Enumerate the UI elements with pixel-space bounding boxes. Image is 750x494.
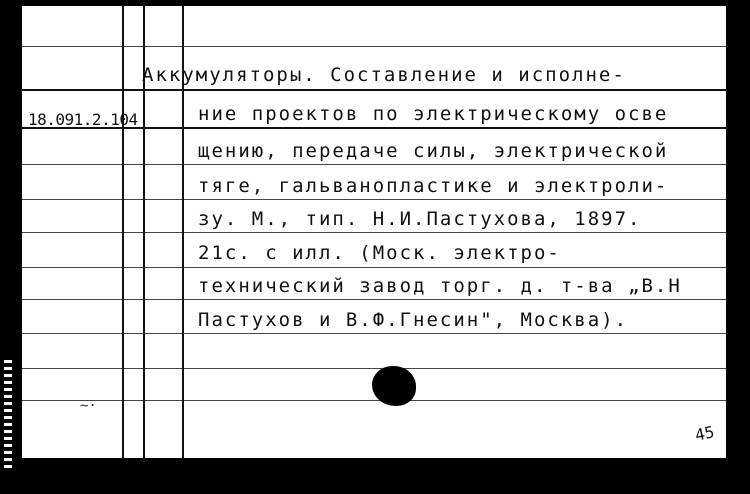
card-number: 45 — [692, 422, 716, 445]
card-rule — [22, 368, 726, 369]
card-text-line: 21с. с илл. (Моск. электро- — [198, 242, 561, 264]
card-rule — [22, 267, 726, 268]
punch-hole — [372, 366, 416, 406]
film-edge-strip — [4, 360, 12, 470]
card-rule — [22, 89, 726, 91]
card-text-line: ние проектов по электрическому осве — [198, 103, 669, 125]
card-text-line: технический завод торг. д. т-ва „В.Н — [198, 275, 682, 297]
card-text-line: зу. М., тип. Н.И.Пастухова, 1897. — [198, 208, 642, 230]
margin-line — [122, 6, 124, 458]
card-text-line: Пастухов и В.Ф.Гнесин", Москва). — [198, 309, 629, 331]
catalog-card — [22, 6, 726, 458]
card-text-line: Аккумуляторы. Составление и исполне- — [142, 64, 626, 86]
card-rule — [22, 164, 726, 165]
card-rule — [22, 299, 726, 300]
card-rule — [22, 46, 726, 47]
card-rule — [22, 333, 726, 334]
card-rule — [22, 199, 726, 200]
pencil-mark: ~· — [80, 398, 97, 414]
card-rule — [22, 232, 726, 233]
shelfmark: 18.091.2.104 — [28, 110, 138, 129]
card-text-line: тяге, гальванопластике и электроли- — [198, 175, 669, 197]
card-text-line: щению, передаче силы, электрической — [198, 140, 669, 162]
card-rule — [22, 400, 726, 401]
